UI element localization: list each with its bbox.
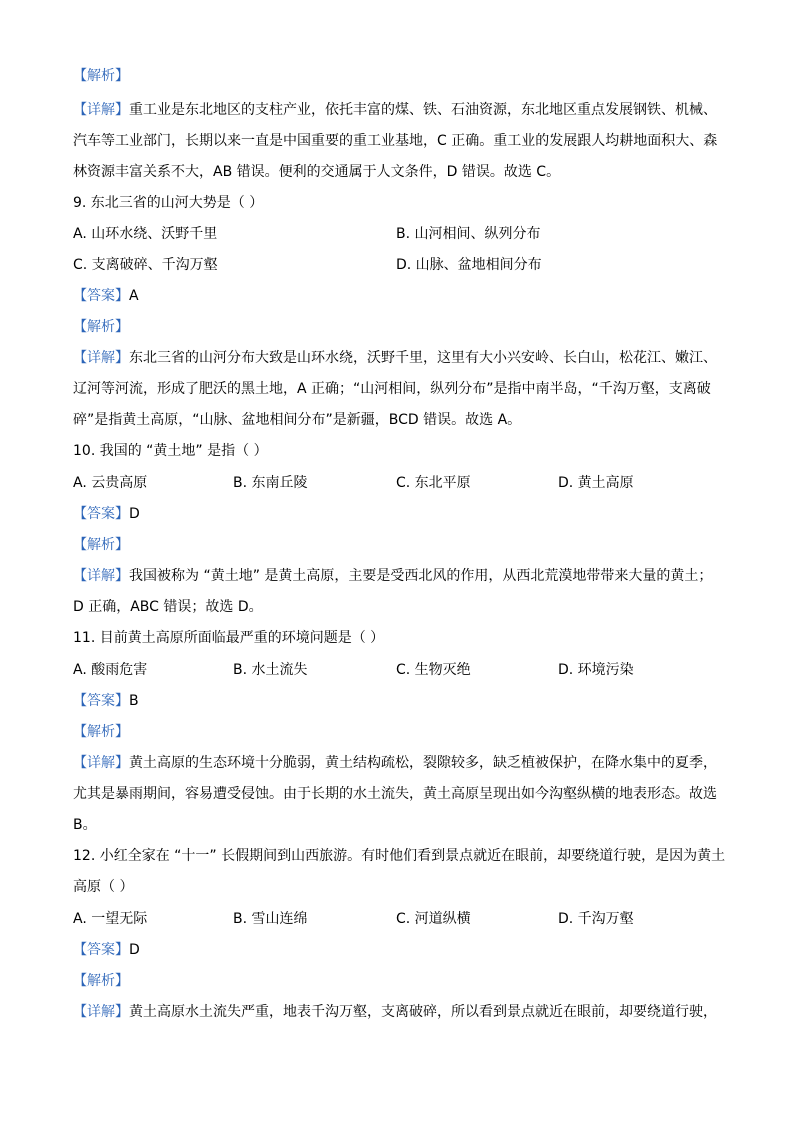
detail-line: 【详解】东北三省的山河分布大致是山环水绕，沃野千里，这里有大小兴安岭、长白山，松花江、嫩江、 [73,350,717,366]
option-row [73,255,542,275]
option-c: C. 生物灭绝 [396,662,471,678]
detail-line: 汽车等工业部门，长期以来一直是中国重要的重工业基地，C 正确。重工业的发展跟人均耕地面积大、森 [73,133,718,149]
question-stem: 9. 东北三省的山河大势是（ ） [73,195,264,211]
analysis-label: 【解析】 [73,319,129,335]
detail-line: 碎”是指黄土高原，“山脉、盆地相间分布”是新疆，BCD 错误。故选 A。 [73,412,522,428]
detail-line: 【详解】黄土高原水土流失严重，地表千沟万壑，支离破碎，所以看到景点就近在眼前，却要绕道行驶， [73,1004,717,1020]
question-stem-continued: 高原（ ） [73,879,134,895]
answer-line: 【答案】A [73,288,139,304]
analysis-label: 【解析】 [73,537,129,553]
option-c: C. 河道纵横 [396,911,471,927]
option-a: A. 酸雨危害 [73,662,148,678]
question-stem: 10. 我国的 “黄土地” 是指（ ） [73,443,268,459]
option-b: B. 山河相间、纵列分布 [396,226,541,242]
option-c: C. 支离破碎、千沟万壑 [73,257,218,273]
option-d: D. 山脉、盆地相间分布 [396,257,542,273]
answer-line: 【答案】D [73,506,140,522]
answer-line: 【答案】D [73,942,140,958]
detail-line: 辽河等河流，形成了肥沃的黑土地，A 正确；“山河相间，纵列分布”是指中南半岛，“千沟万壑，支离破 [73,381,711,397]
option-c: C. 东北平原 [396,475,471,491]
analysis-label: 【解析】 [73,973,129,989]
option-b: B. 水土流失 [233,662,308,678]
option-b: B. 雪山连绵 [233,911,308,927]
option-row [73,660,733,680]
option-row [73,224,541,244]
option-d: D. 黄土高原 [558,475,634,491]
option-d: D. 环境污染 [558,662,634,678]
question-stem: 12. 小红全家在 “十一” 长假期间到山西旅游。有时他们看到景点就近在眼前，却要绕道行驶，是因为黄土 [73,848,726,864]
option-a: A. 山环水绕、沃野千里 [73,226,218,242]
option-b: B. 东南丘陵 [233,475,308,491]
question-stem: 11. 目前黄土高原所面临最严重的环境问题是（ ） [73,630,385,646]
answer-line: 【答案】B [73,693,139,709]
detail-line: 林资源丰富关系不大，AB 错误。便利的交通属于人文条件，D 错误。故选 C。 [73,164,561,180]
option-row [73,473,733,493]
option-d: D. 千沟万壑 [558,911,634,927]
analysis-label: 【解析】 [73,724,129,740]
detail-line: 【详解】我国被称为 “黄土地” 是黄土高原，主要是受西北风的作用，从西北荒漠地带带来大量的黄土； [73,568,713,584]
detail-line: 【详解】重工业是东北地区的支柱产业，依托丰富的煤、铁、石油资源，东北地区重点发展钢铁、机械、 [73,102,717,118]
detail-line: D 正确，ABC 错误；故选 D。 [73,599,263,615]
detail-line: B。 [73,817,97,833]
option-a: A. 一望无际 [73,911,148,927]
detail-line: 【详解】黄土高原的生态环境十分脆弱，黄土结构疏松，裂隙较多，缺乏植被保护，在降水集中的夏季， [73,755,717,771]
option-row [73,909,733,929]
option-a: A. 云贵高原 [73,475,148,491]
detail-line: 尤其是暴雨期间，容易遭受侵蚀。由于长期的水土流失，黄土高原呈现出如今沟壑纵横的地表形态。故选 [73,786,717,802]
analysis-label: 【解析】 [73,68,129,84]
